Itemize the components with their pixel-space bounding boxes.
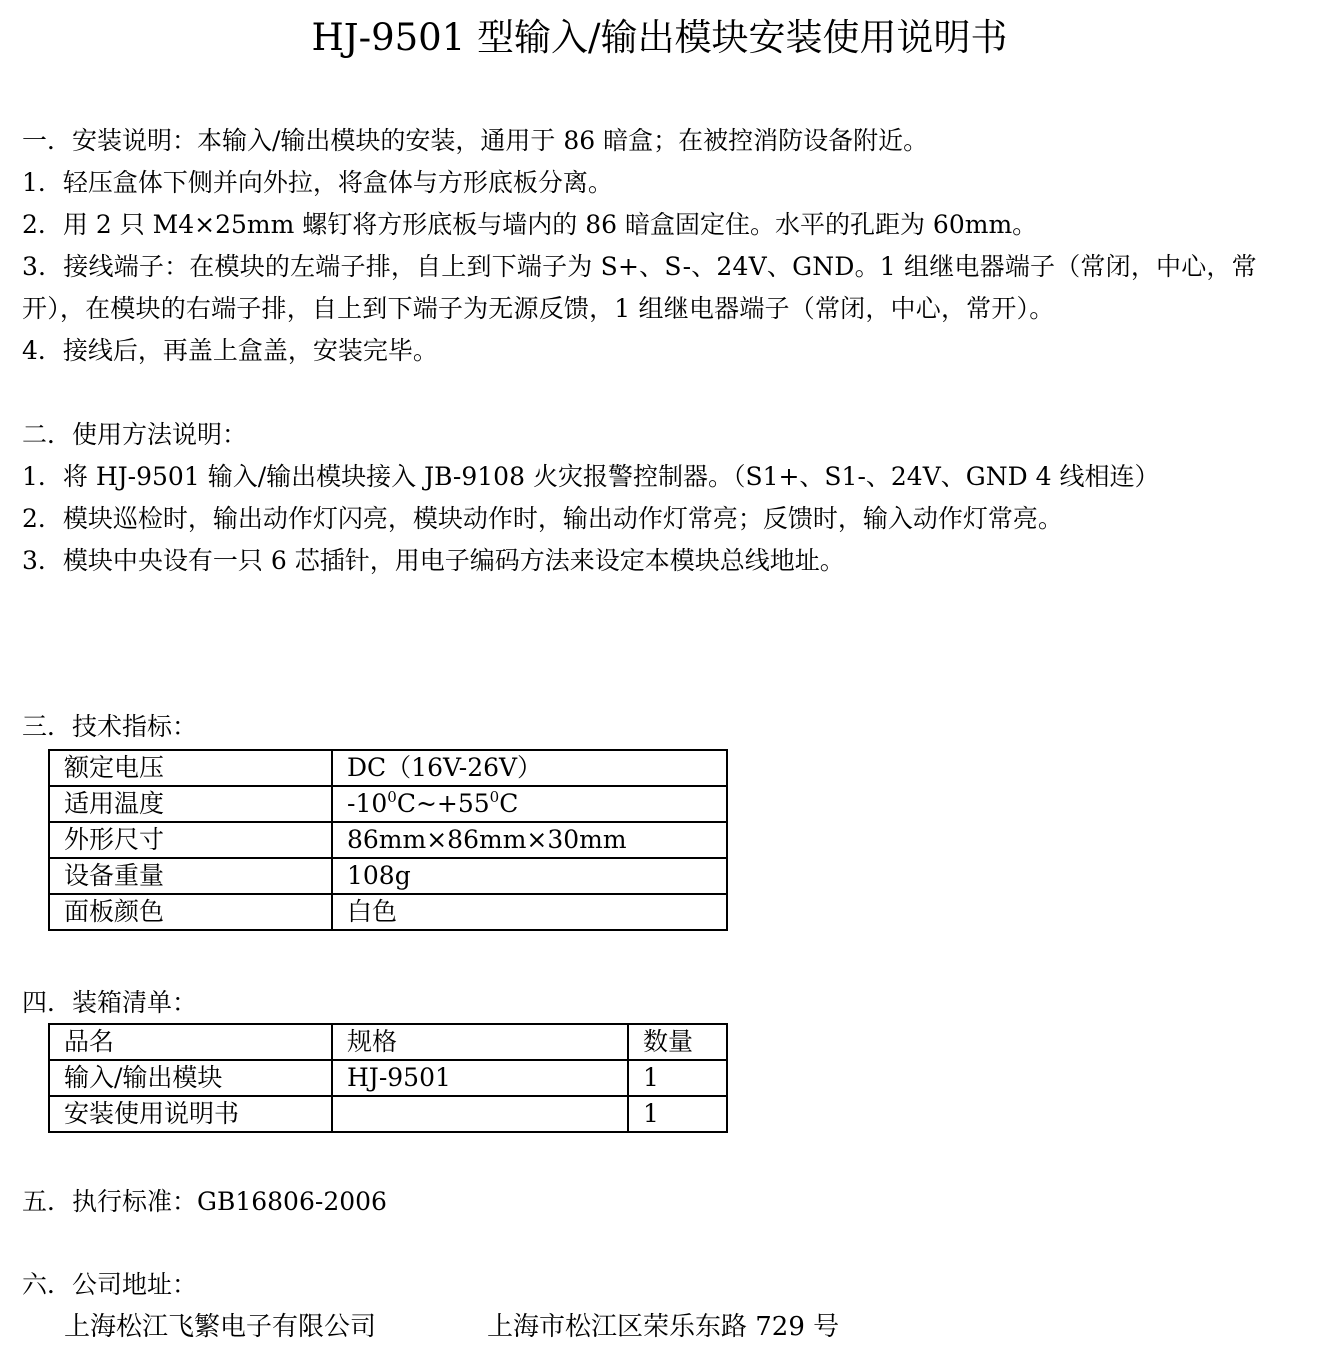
section1-heading: 一．安装说明：本输入/输出模块的安装，通用于 86 暗盒；在被控消防设备附近。 <box>22 126 929 155</box>
table-row <box>49 894 727 930</box>
item-spec <box>332 1096 628 1132</box>
degree-mark: 0 <box>387 788 397 806</box>
document-title: HJ-9501 型输入/输出模块安装使用说明书 <box>311 16 1008 59</box>
section1-item-4: 4．接线后，再盖上盒盖，安装完毕。 <box>22 336 438 365</box>
table-row <box>49 750 727 786</box>
spec-value <box>332 786 727 822</box>
company-name: 上海松江飞繁电子有限公司 <box>64 1312 377 1342</box>
item-name: 输入/输出模块 <box>49 1060 332 1096</box>
column-header: 品名 <box>49 1024 332 1060</box>
spec-value: 86mm×86mm×30mm <box>332 822 727 858</box>
table-row <box>49 786 727 822</box>
section2-item-3: 3．模块中央设有一只 6 芯插针，用电子编码方法来设定本模块总线地址。 <box>22 546 845 575</box>
spec-label: 面板颜色 <box>49 894 332 930</box>
item-spec: HJ-9501 <box>332 1060 628 1096</box>
section1-item-2: 2．用 2 只 M4×25mm 螺钉将方形底板与墙内的 86 暗盒固定住。水平的孔距为 60mm。 <box>22 210 1038 239</box>
section2-item-1: 1．将 HJ-9501 输入/输出模块接入 JB-9108 火灾报警控制器。（S1+、S1-、24V、GND 4 线相连） <box>22 462 1160 491</box>
spec-label: 设备重量 <box>49 858 332 894</box>
temp-unit: C <box>499 789 519 818</box>
section2-heading: 二．使用方法说明： <box>22 420 248 449</box>
section3-heading: 三．技术指标： <box>22 712 198 741</box>
column-header: 数量 <box>628 1024 727 1060</box>
spec-label: 外形尺寸 <box>49 822 332 858</box>
table-row <box>49 1060 727 1096</box>
section2-item-2: 2．模块巡检时，输出动作灯闪亮，模块动作时，输出动作灯常亮；反馈时，输入动作灯常亮。 <box>22 504 1063 533</box>
item-qty: 1 <box>628 1096 727 1132</box>
spec-value: 白色 <box>332 894 727 930</box>
spec-value: DC（16V-26V） <box>332 750 727 786</box>
item-name: 安装使用说明书 <box>49 1096 332 1132</box>
section6-heading: 六．公司地址： <box>22 1270 198 1299</box>
column-header: 规格 <box>332 1024 628 1060</box>
tech-spec-table <box>48 749 728 931</box>
table-row <box>49 1096 727 1132</box>
table-header-row <box>49 1024 727 1060</box>
packing-list-table <box>48 1023 728 1133</box>
degree-mark: 0 <box>489 788 500 806</box>
section5-heading: 五．执行标准：GB16806-2006 <box>22 1187 387 1216</box>
section1-item-1: 1．轻压盒体下侧并向外拉，将盒体与方形底板分离。 <box>22 168 613 197</box>
table-row <box>49 858 727 894</box>
spec-value: 108g <box>332 858 727 894</box>
item-qty: 1 <box>628 1060 727 1096</box>
temp-min: -10 <box>347 789 388 818</box>
table-row <box>49 822 727 858</box>
company-address: 上海市松江区荣乐东路 729 号 <box>487 1312 840 1342</box>
spec-label: 适用温度 <box>49 786 332 822</box>
spec-label: 额定电压 <box>49 750 332 786</box>
section1-item-3: 3．接线端子：在模块的左端子排，自上到下端子为 S+、S-、24V、GND。1 组继电器端子（常闭，中心，常开），在模块的右端子排，自上到下端子为无源反馈，1 组继电器端子（常闭，中心，常开）。 <box>22 252 1257 323</box>
section4-heading: 四．装箱清单： <box>22 988 198 1017</box>
temp-mid: C~+55 <box>396 789 490 818</box>
